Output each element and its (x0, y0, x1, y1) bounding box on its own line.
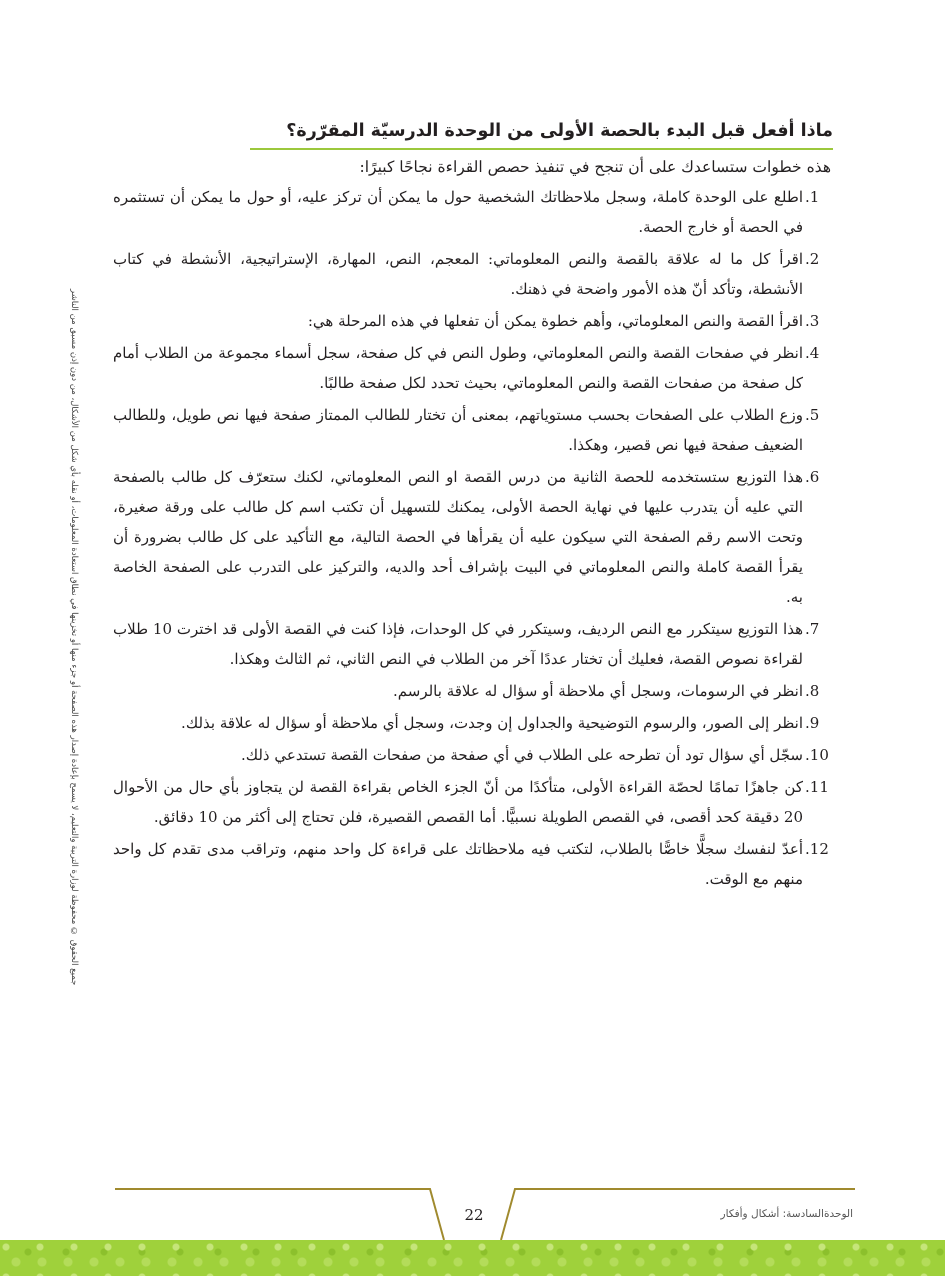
step-number: 7. (805, 620, 820, 638)
step-number: 8. (805, 682, 820, 700)
footer-unit-label: الوحدةالسادسة: أشكال وأفكار (720, 1208, 853, 1220)
step-number: 10. (805, 746, 829, 764)
step-number: 6. (805, 468, 820, 486)
step-text: انظر إلى الصور، والرسوم التوضيحية والجداول إن وجدت، وسجل أي ملاحظة أو سؤال له علاقة بذلك. (181, 714, 803, 732)
section-title: ماذا أفعل قبل البدء بالحصة الأولى من الوحدة الدرسيّة المقرّرة؟ (250, 118, 833, 150)
step-number: 9. (805, 714, 820, 732)
step-text: وزع الطلاب على الصفحات بحسب مستوياتهم، بمعنى أن تختار للطالب الممتاز صفحة فيها نص طويل، وللطالب الضعيف صفحة فيها نص قصير، وهكذا. (113, 406, 803, 454)
step-number: 2. (805, 250, 820, 268)
step-text: انظر في الرسومات، وسجل أي ملاحظة أو سؤال له علاقة بالرسم. (393, 682, 803, 700)
footer-left-line (115, 1189, 444, 1240)
step-text: اطلع على الوحدة كاملة، وسجل ملاحظاتك الشخصية حول ما يمكن أن تركز عليه، أو حول ما يمكن أن تستثمره في الحصة أو خارج الحصة. (113, 188, 803, 236)
page-number: 22 (464, 1206, 484, 1224)
step-text: هذا التوزيع سيتكرر مع النص الرديف، وسيتكرر في كل الوحدات، فإذا كنت في القصة الأولى قد اخترت 10 طلاب لقراءة نصوص القصة، فعليك أن تختار عددًا آخر من الطلاب في النص الثاني، ثم الثالث وهكذا. (113, 620, 803, 668)
step-number: 11. (805, 778, 829, 796)
step-text: انظر في صفحات القصة والنص المعلوماتي، وطول النص في كل صفحة، سجل أسماء مجموعة من الطلاب أمام كل صفحة من صفحات القصة والنص المعلوماتي، بحيث تحدد لكل صفحة طالبًا. (113, 344, 803, 392)
decorative-bottom-band (0, 1240, 945, 1276)
step-text: اقرأ القصة والنص المعلوماتي، وأهم خطوة يمكن أن تفعلها في هذه المرحلة هي: (307, 312, 803, 330)
step-text: كن جاهزًا تمامًا لحصّة القراءة الأولى، متأكدًا من أنّ الجزء الخاص بقراءة القصة لن يتجاوز بأي حال من الأحوال 20 دقيقة كحد أقصى، في القصص الطويلة نسبيًّا. أما القصص القصيرة، فلن تحتاج إلى أكثر من 10 دقائق. (113, 778, 803, 826)
step-text: هذا التوزيع ستستخدمه للحصة الثانية من درس القصة او النص المعلوماتي، لكنك ستعرّف كل طالب بالصفحة التي عليه أن يتدرب عليها في نهاية الحصة الأولى، يمكنك للتسهيل أن تكتب اسم كل طالب على ورقة صغيرة، وتحت الاسم رقم الصفحة التي سيكون عليه أن يقرأها في الحصة التالية، مع التأكيد على كل طالب بضرورة أن يقرأ القصة كاملة والنص المعلوماتي في البيت بإشراف أحد والديه، والتركيز على التدرب على الصفحة الخاصة به. (113, 468, 803, 606)
step-number: 5. (805, 406, 820, 424)
step-text: اقرأ كل ما له علاقة بالقصة والنص المعلوماتي: المعجم، النص، المهارة، الإستراتيجية، الأنشطة في كتاب الأنشطة، وتأكد أنّ هذه الأمور واضحة في ذهنك. (113, 250, 803, 298)
step-number: 1. (805, 188, 820, 206)
copyright-vertical-note: جميع الحقوق © محفوظة لوزارة التربية والتعليم، لا يسمح بإعادة إصدار هذه الصفحة أو جزء منها أو تخزينها في نطاق استعادة المعلومات، أو نقله بأي شكل من الأشكال، من دون إذن مسبق من الناشر (69, 288, 79, 985)
step-text: أعدّ لنفسك سجلًّا خاصًّا بالطلاب، لتكتب فيه ملاحظاتك على قراءة كل واحد منهم، وتراقب مدى تقدم كل واحد منهم مع الوقت. (113, 840, 803, 888)
intro-paragraph: هذه خطوات ستساعدك على أن تنجح في تنفيذ حصص القراءة نجاحًا كبيرًا: (359, 158, 831, 176)
step-number: 4. (805, 344, 820, 362)
step-number: 12. (805, 840, 829, 858)
step-number: 3. (805, 312, 820, 330)
step-text: سجّل أي سؤال تود أن تطرحه على الطلاب في أي صفحة من صفحات القصة تستدعي ذلك. (240, 746, 803, 764)
